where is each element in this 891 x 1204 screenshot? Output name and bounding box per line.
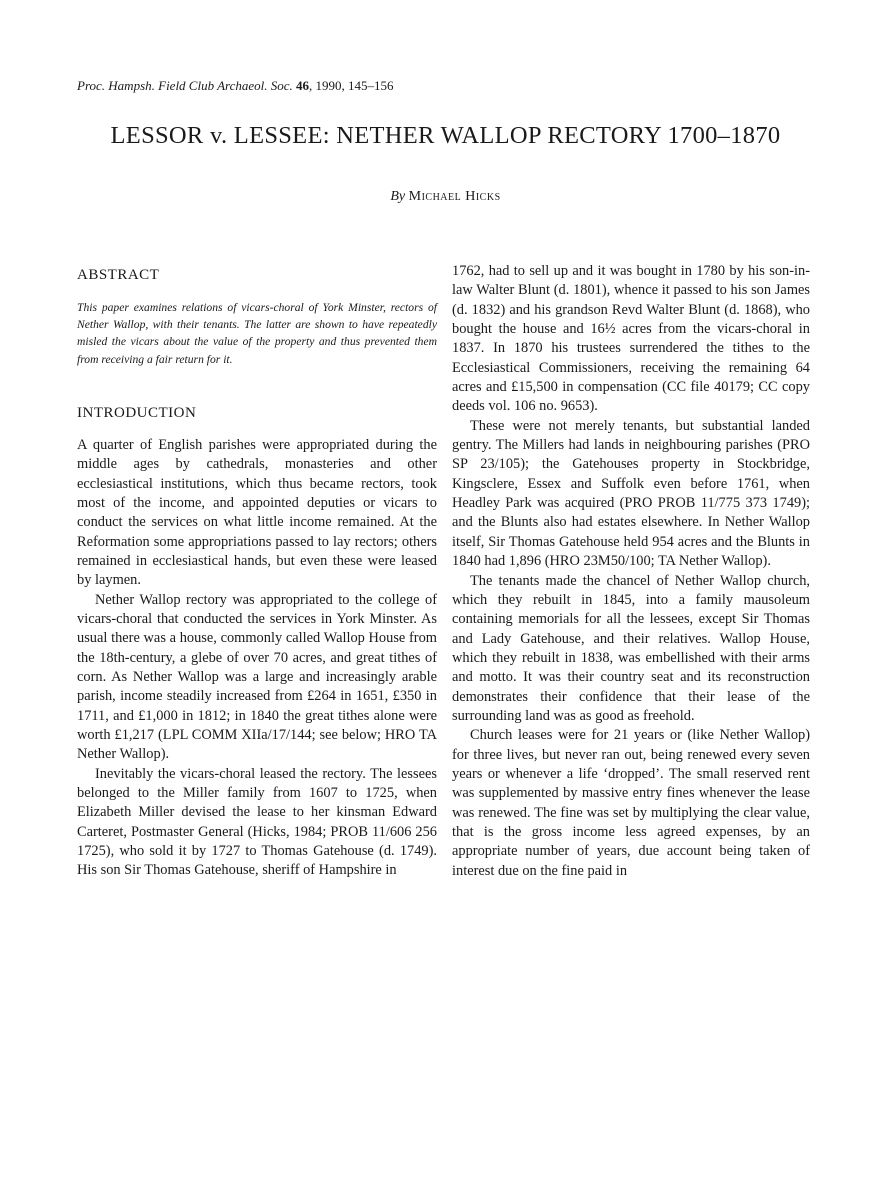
intro-paragraph-1: A quarter of English parishes were appropriated during the middle ages by cathedrals, monasteries and other ecclesiastical institutions, which thus became rectors, took most of the income, and appointed deputies or vicars to conduct the services on what little income remained. At the Reformation some appropriations passed to lay rectors; others remained in ecclesiastical hands, but even these were leased by laymen. [77,436,437,589]
right-paragraph-4: Church leases were for 21 years or (like Nether Wallop) for three lives, but never ran out, being renewed every seven years or whenever a life ‘dropped’. The small reserved rent was supplemented by massive entry fines whenever the lease was renewed. The fine was set by multiplying the clear value, that is the gross income less agreed expenses, by an appropriate number of years, due account being taken of interest due on the fine paid in [452,727,810,879]
journal-citation [77,78,597,94]
intro-paragraph-3: Inevitably the vicars-choral leased the rectory. The lessees belonged to the Miller family from 1607 to 1725, when Elizabeth Miller devised the lease to her kinsman Edward Carteret, Postmaster General (Hicks, 1984; PROB 11/606 256 1725), who sold it by 1727 to Thomas Gatehouse (d. 1749). His son Sir Thomas Gatehouse, sheriff of Hampshire in [77,765,437,879]
author-name: Michael Hicks [408,189,501,204]
byline-by: By [390,189,406,204]
journal-pages: , 1990, 145–156 [309,78,394,93]
abstract-heading: ABSTRACT [77,267,160,283]
journal-name: Proc. Hampsh. Field Club Archaeol. Soc. [77,78,293,93]
right-paragraph-3: The tenants made the chancel of Nether Wallop church, which they rebuilt in 1845, into a family mausoleum containing memorials for all the lessees, except Sir Thomas and Lady Gatehouse, and their relatives. Wallop House, which they rebuilt in 1838, was embellished with their arms and motto. It was their country seat and its reconstruction demonstrates their confidence that their lease of the surrounding land was as good as freehold. [452,572,810,724]
intro-paragraph-2: Nether Wallop rectory was appropriated to the college of vicars-choral that conducted the services in York Minster. As usual there was a house, commonly called Wallop House from the 18th-century, a glebe of over 70 acres, and great tithes of corn. As Nether Wallop was a large and increasingly arable parish, income steadily increased from £264 in 1651, £350 in 1711, and £1,000 in 1812; in 1840 the great tithes alone were worth £1,217 (LPL COMM XIIa/17/144; see below; HRO TA Nether Wallop). [77,591,437,763]
introduction-heading: INTRODUCTION [77,404,197,421]
right-paragraph-2: These were not merely tenants, but substantial landed gentry. The Millers had lands in neighbouring parishes (PRO SP 23/105); the Gatehouses property in Stockbridge, Kingsclere, Essex and Suffolk even before 1761, when Headley Park was acquired (PRO PROB 11/775 373 1749); and the Blunts also had estates elsewhere. In Nether Wallop itself, Sir Thomas Gatehouse held 954 acres and the Blunts in 1840 had 1,896 (HRO 23M50/100; TA Nether Wallop). [452,417,810,570]
left-column [77,262,437,881]
right-column [452,262,810,881]
journal-volume: 46 [296,78,310,93]
page-title: LESSOR v. LESSEE: NETHER WALLOP RECTORY 1700–1870 [110,122,781,149]
byline [0,189,891,205]
right-paragraph-1: 1762, had to sell up and it was bought in 1780 by his son-in-law Walter Blunt (d. 1801), whence it passed to his son James (d. 1832) and his grandson Revd Walter Blunt (d. 1868), who bought the house and 16½ acres from the vicars-choral in 1837. In 1870 his trustees surrendered the tithes to the Ecclesiastical Commissioners, receiving the remaining 64 acres and £15,500 in compensation (CC file 40179; CC copy deeds vol. 106 no. 9653). [452,263,810,415]
abstract-text: This paper examines relations of vicars-choral of York Minster, rectors of Nether Wallop, with their tenants. The latter are shown to have repeatedly misled the vicars about the value of the property and thus prevented them from receiving a fair return for it. [77,301,437,366]
